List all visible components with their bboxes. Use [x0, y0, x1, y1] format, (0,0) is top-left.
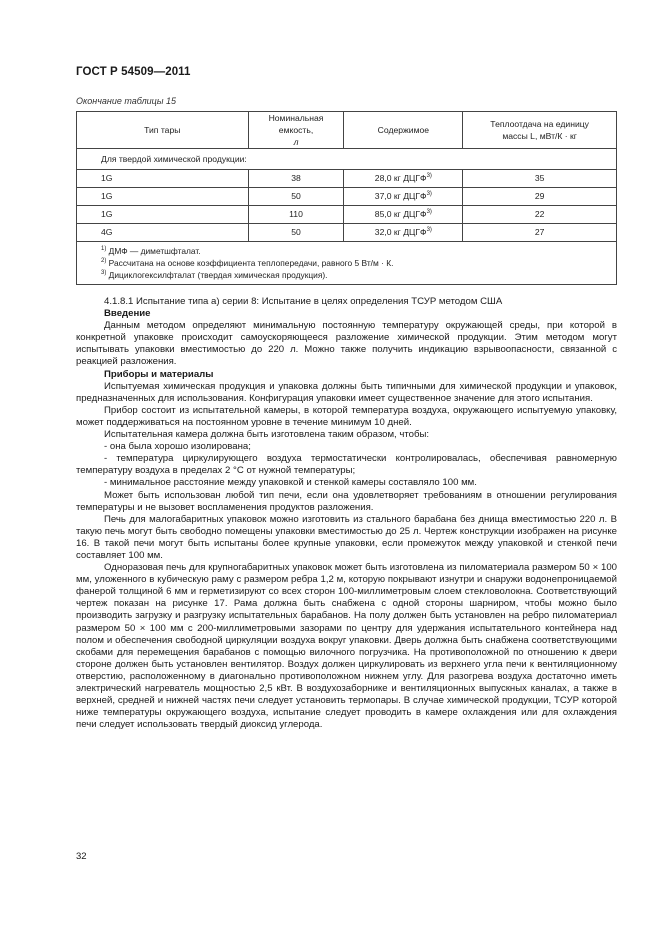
- paragraph: Печь для малогабаритных упаковок можно изготовить из стального барабана без днища вместимостью 220 л. В такую печь могут быть свободно помещены упаковки вместимостью до 25 л. Чертеж конструкции изображен на рисунке 16. В такой печи могут быть испытаны более крупные упаковки, если промежуток между упаковкой и стенкой печи составляет 100 мм.: [76, 513, 617, 561]
- contents-text: 85,0 кг ДЦГФ: [374, 209, 427, 219]
- header-package-type: Тип тары: [77, 112, 249, 149]
- header-capacity-unit: л: [293, 137, 299, 147]
- footnote-mark: 1): [101, 246, 107, 252]
- paragraph: Может быть использован любой тип печи, если она удовлетворяет требованиям в отношении регулирования температуры и не вызовет воспламенения продуктов разложения.: [76, 489, 617, 513]
- cell-type: 4G: [77, 224, 249, 242]
- footnote-text: Дициклогексилфталат (твердая химическая продукция).: [108, 270, 328, 280]
- table-row: [77, 188, 617, 206]
- cell-type: 1G: [77, 188, 249, 206]
- table-section-row: [77, 149, 617, 170]
- apparatus-heading: Приборы и материалы: [104, 368, 214, 380]
- footnote: [101, 257, 616, 269]
- table-header-row: [77, 112, 617, 149]
- header-contents: Содержимое: [344, 112, 463, 149]
- list-item: - она была хорошо изолирована;: [104, 441, 251, 453]
- cell-capacity: 50: [248, 188, 344, 206]
- footnote-mark: 2): [101, 258, 107, 264]
- cell-heat-loss: 29: [463, 188, 617, 206]
- footnote: [101, 269, 616, 281]
- table-row: [77, 206, 617, 224]
- cell-capacity: 38: [248, 170, 344, 188]
- footnote-mark: 3): [426, 173, 432, 179]
- footnote-mark: 3): [426, 191, 432, 197]
- section-title: Для твердой химической продукции:: [77, 149, 617, 170]
- paragraph: Одноразовая печь для крупногабаритных упаковок может быть изготовлена из пиломатериала размером 50 × 100 мм, уложенного в кубическую раму с размером ребра 1,2 м, которую покрывают изнутри и снаружи водонепроницаемой фанерой толщиной 6 мм и герметизируют со всех сторон 100-миллиметровым слоем стекловолокна. Соответствующий чертеж показан на рисунке 17. Рама должна быть снабжена с одной стороны шарниром, чтобы можно было производить загрузку и разгрузку испытательных барабанов. На полу должен быть установлен на ребро пиломатериал размером 50 × 100 мм с 200-миллиметровыми зазорами по центру для удержания испытательного контейнера над полом и обеспечения свободной циркуляции воздуха вокруг упаковки. Дверь должна быть снабжена соответствующими скобами для перемещения барабанов с помощью вилочного погрузчика. На противоположной по отношению к двери стороне должен быть установлен вентилятор. Воздух должен циркулировать из верхнего угла печи к вентиляционному отверстию, расположенному в диагонально противоположном нижнем углу. Для разогрева воздуха достаточно иметь электрический нагреватель мощностью 2,5 кВт. В воздухозаборнике и вентиляционных выпускных каналах, а также в верхней, средней и нижней частях печи следует установить термопары. В случае химической продукции, ТСУР которой ниже температуры окружающего воздуха, испытание следует проводить в камере охлаждения или для охлаждения печи следует использовать твердый диоксид углерода.: [76, 562, 617, 731]
- cell-heat-loss: 22: [463, 206, 617, 224]
- paragraph: Прибор состоит из испытательной камеры, в которой температура воздуха, окружающего испытуемую упаковку, может поддерживаться на постоянном уровне в течение минимум 10 дней.: [76, 404, 617, 428]
- cell-contents: [344, 224, 463, 242]
- cell-heat-loss: 27: [463, 224, 617, 242]
- cell-contents: [344, 206, 463, 224]
- cell-capacity: 50: [248, 224, 344, 242]
- footnote-mark: 3): [426, 209, 432, 215]
- cell-contents: [344, 188, 463, 206]
- list-item: - температура циркулирующего воздуха термостатически контролировалась, обеспечивая равномерную температуру воздуха в пределах 2 °С от нужной температуры;: [76, 453, 617, 477]
- header-capacity-label: Номинальная емкость,: [268, 113, 324, 135]
- section-heading: 4.1.8.1 Испытание типа а) серии 8: Испытание в целях определения ТСУР методом США: [104, 296, 503, 307]
- contents-text: 28,0 кг ДЦГФ: [374, 173, 427, 183]
- table-footnotes: [77, 242, 617, 285]
- paragraph: Испытательная камера должна быть изготовлена таким образом, чтобы:: [104, 429, 430, 441]
- cell-contents: [344, 170, 463, 188]
- footnote-mark: 3): [101, 270, 107, 276]
- paragraph: Испытуемая химическая продукция и упаковка должны быть типичными для химической продукции и упаковок, предназначенных для использования. Конфигурация упаковки имеет существенное значение для этого испытания.: [76, 380, 617, 404]
- footnote-text: ДМФ — диметшфталат.: [108, 246, 201, 256]
- footnote-mark: 3): [426, 227, 432, 233]
- header-heat-loss-unit: массы L, мВт/К · кг: [502, 131, 577, 141]
- cell-heat-loss: 35: [463, 170, 617, 188]
- document-body: [76, 296, 617, 731]
- table-row: [77, 170, 617, 188]
- table-notes-row: [77, 242, 617, 285]
- table-row: [77, 224, 617, 242]
- header-heat-loss-label: Теплоотдача на единицу: [490, 119, 589, 129]
- cell-type: 1G: [77, 170, 249, 188]
- intro-heading: Введение: [104, 308, 151, 320]
- intro-paragraph: Данным методом определяют минимальную постоянную температуру окружающей среды, при которой в конкретной упаковке происходит самоускоряющееся разложение химической продукции. Этим методом могут испытывать упаковки вместимостью до 220 л. Можно также получить индикацию взрывоопасности, связанной с реакцией разложения.: [76, 320, 617, 368]
- contents-text: 37,0 кг ДЦГФ: [374, 191, 427, 201]
- list-item: - минимальное расстояние между упаковкой и стенкой камеры составляло 100 мм.: [104, 477, 477, 489]
- cell-type: 1G: [77, 206, 249, 224]
- footnote: [101, 245, 616, 257]
- cell-capacity: 110: [248, 206, 344, 224]
- footnote-text: Рассчитана на основе коэффициента теплопередачи, равного 5 Вт/м · К.: [108, 258, 394, 268]
- table-caption: Окончание таблицы 15: [76, 96, 176, 106]
- header-heat-loss: [463, 112, 617, 149]
- packaging-table: [76, 111, 617, 285]
- document-header: ГОСТ Р 54509—2011: [76, 66, 191, 78]
- page-number: 32: [76, 851, 87, 862]
- contents-text: 32,0 кг ДЦГФ: [374, 227, 427, 237]
- header-capacity: [248, 112, 344, 149]
